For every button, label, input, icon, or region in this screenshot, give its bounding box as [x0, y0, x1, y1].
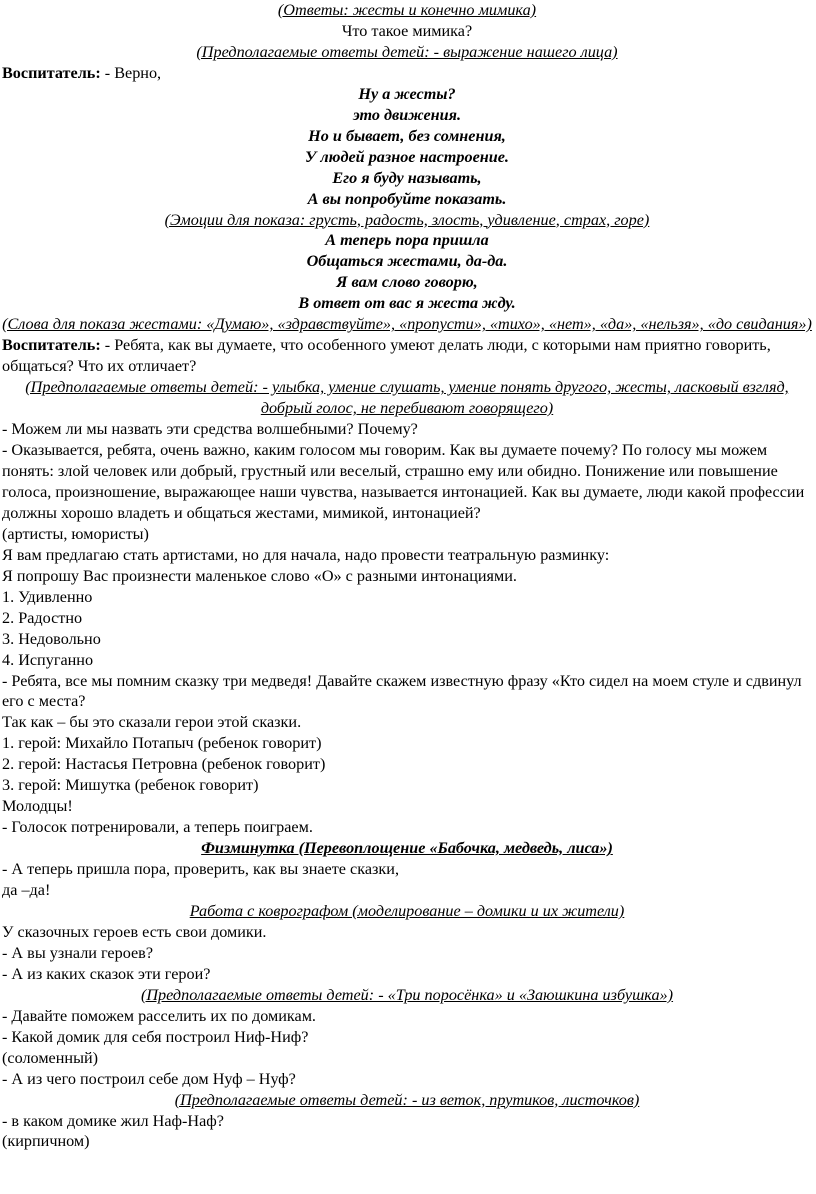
poem-line: А теперь пора пришла	[325, 231, 489, 250]
list-item: 1. Удивленно	[2, 587, 93, 606]
paragraph: - в каком домике жил Наф-Наф?	[2, 1111, 224, 1130]
paragraph: Так как – бы это сказали герои этой сказки.	[2, 713, 302, 732]
poem-line: У людей разное настроение.	[305, 147, 509, 166]
question-text: Что такое мимика?	[341, 21, 473, 40]
list-item: 1. герой: Михайло Потапыч (ребенок говорит)	[2, 734, 322, 753]
list-item: 4. Испуганно	[2, 650, 94, 669]
paragraph: У сказочных героев есть свои домики.	[2, 922, 267, 941]
poem-line: это движения.	[352, 105, 462, 124]
paragraph: Я попрошу Вас произнести маленькое слово «О» с разными интонациями.	[2, 566, 517, 585]
poem-line: Его я буду называть,	[332, 168, 482, 187]
paragraph: (кирпичном)	[2, 1132, 90, 1151]
expected-answer: (Предполагаемые ответы детей: - из веток, прутиков, листочков)	[174, 1090, 640, 1109]
paragraph: - Можем ли мы назвать эти средства волшебными? Почему?	[2, 420, 418, 439]
list-item: 3. Недовольно	[2, 629, 101, 648]
paragraph: да –да!	[2, 881, 51, 900]
gestures-note: (Слова для показа жестами: «Думаю», «здравствуйте», «пропусти», «тихо», «нет», «да», «нельзя», «до свидания»)	[2, 315, 812, 334]
list-item: 2. Радостно	[2, 608, 83, 627]
answer-note: (Ответы: жесты и конечно мимика)	[277, 1, 537, 19]
emotions-note: (Эмоции для показа: грусть, радость, злость, удивление, страх, горе)	[164, 210, 650, 229]
section-heading: Физминутка (Перевоплощение «Бабочка, медведь, лиса»)	[201, 839, 613, 858]
expected-answer: (Предполагаемые ответы детей: - «Три поросёнка» и «Заюшкина избушка»)	[140, 985, 674, 1004]
poem-line: А вы попробуйте показать.	[307, 189, 507, 208]
paragraph: - Давайте поможем расселить их по домикам.	[2, 1006, 316, 1025]
teacher-line	[2, 63, 812, 84]
expected-answer: (Предполагаемые ответы детей: - выражение нашего лица)	[196, 42, 618, 61]
poem-line: Я вам слово говорю,	[336, 273, 478, 292]
paragraph: (соломенный)	[2, 1048, 99, 1067]
paragraph: - А вы узнали героев?	[2, 943, 154, 962]
teacher-line	[2, 335, 812, 377]
paragraph: - А теперь пришла пора, проверить, как вы знаете сказки,	[2, 860, 399, 879]
paragraph: Молодцы!	[2, 797, 73, 816]
poem-line: Но и бывает, без сомнения,	[308, 126, 506, 145]
poem-line: В ответ от вас я жеста жду.	[298, 294, 516, 313]
list-item: 3. герой: Мишутка (ребенок говорит)	[2, 776, 259, 795]
speaker-label: Воспитатель:	[2, 336, 101, 355]
section-heading: Работа с коврографом (моделирование – домики и их жители)	[189, 901, 625, 920]
speech-text: - Ребята, как вы думаете, что особенного умеют делать люди, с которыми нам приятно говорить, общаться? Что их отличает?	[2, 336, 771, 376]
poem-line: Ну а жесты?	[358, 84, 456, 103]
paragraph: - Ребята, все мы помним сказку три медведя! Давайте скажем известную фразу «Кто сидел на моем стуле и сдвинул его с места?	[2, 671, 802, 711]
list-item: 2. герой: Настасья Петровна (ребенок говорит)	[2, 755, 326, 774]
speaker-label: Воспитатель:	[2, 63, 101, 82]
paragraph: - Голосок потренировали, а теперь поиграем.	[2, 818, 313, 837]
paragraph: - А из каких сказок эти герои?	[2, 964, 211, 983]
paragraph: - Оказывается, ребята, очень важно, каким голосом мы говорим. Как вы думаете почему? По голосу мы можем понять: злой человек или добрый, грустный или веселый, страшно ему или обидно. Понижение или повышение голоса, произношение, выражающее наши чувства, называется интонацией. Как вы думаете, люди какой профессии должны хорошо владеть и общаться жестами, мимикой, интонацией?	[2, 441, 805, 522]
paragraph: Я вам предлагаю стать артистами, но для начала, надо провести театральную разминку:	[2, 545, 610, 564]
speech-text: - Верно,	[100, 63, 162, 82]
poem-line: Общаться жестами, да-да.	[306, 252, 508, 271]
paragraph: - А из чего построил себе дом Нуф – Нуф?	[2, 1069, 296, 1088]
paragraph: - Какой домик для себя построил Ниф-Ниф?	[2, 1027, 309, 1046]
expected-answer: (Предполагаемые ответы детей: - улыбка, умение слушать, умение понять другого, жесты, ласковый взгляд, добрый голос, не перебивают говорящего)	[25, 378, 789, 418]
paragraph: (артисты, юмористы)	[2, 524, 149, 543]
